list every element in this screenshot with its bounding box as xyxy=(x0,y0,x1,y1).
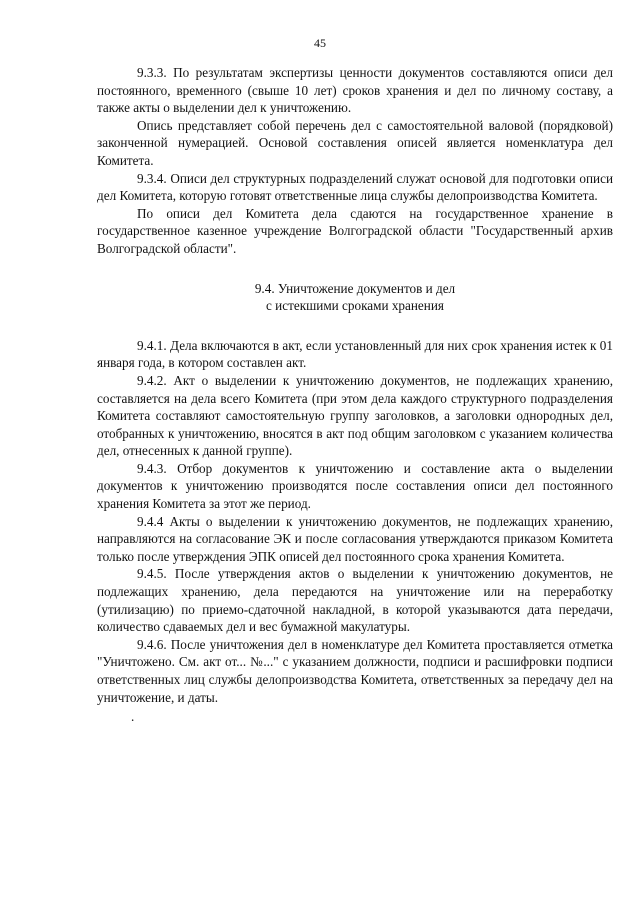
paragraph-9-4-4: 9.4.4 Акты о выделении к уничтожению документов, не подлежащих хранению, направляются на согласование ЭК и после согласования утверждаются приказом Комитета только после утверждения ЭПК описей дел постоянного срока хранения Комитета. xyxy=(97,513,613,564)
page-number: 45 xyxy=(314,36,326,50)
section-title-9-4 xyxy=(97,280,613,315)
section-title-line-1: 9.4. Уничтожение документов и дел xyxy=(254,280,456,296)
paragraph-9-4-3: 9.4.3. Отбор документов к уничтожению и составление акта о выделении документов к уничтожению производятся после составления описи дел постоянного хранения Комитета за этот же период. xyxy=(97,460,613,512)
paragraph-9-4-2: 9.4.2. Акт о выделении к уничтожению документов, не подлежащих хранению, составляется на дела всего Комитета (при этом дела каждого структурного подразделения Комитета составляют самостоятельную группу заголовков, а заголовки однородных дел, отобранных к уничтожению, вносятся в акт под общим заголовком с указанием количества дел, отнесенных к данной группе). xyxy=(97,372,613,459)
section-title-line-2: с истекшими сроками хранения xyxy=(266,298,444,314)
paragraph-9-4-6: 9.4.6. После уничтожения дел в номенклатуре дел Комитета проставляется отметка "Уничтожено. См. акт от... №..." с указанием должности, подписи и расшифровки подписи ответственных лиц службы делопроизводства Комитета, ответственных за передачу дел на уничтожение, и даты. xyxy=(97,636,613,705)
paragraph-9-3-3: 9.3.3. По результатам экспертизы ценности документов составляются описи дел постоянного, временного (свыше 10 лет) сроков хранения и дел по личному составу, а также акты о выделении дел к уничтожению. xyxy=(97,65,613,116)
paragraph-9-4-5: 9.4.5. После утверждения актов о выделении к уничтожению документов, не подлежащих хранению, дела передаются на уничтожение или на переработку (утилизацию) по приемо-сдаточной накладной, в которой указываются дата передачи, количество сдаваемых дел и вес бумажной макулатуры. xyxy=(97,566,613,635)
trailing-mark: . xyxy=(131,709,135,725)
paragraph-inventory-definition: Опись представляет собой перечень дел с самостоятельной валовой (порядковой) законченной нумерацией. Основой составления описей является номенклатура дел Комитета. xyxy=(97,117,613,168)
paragraph-9-3-4: 9.3.4. Описи дел структурных подразделений служат основой для подготовки описи дел Комитета, которую готовят ответственные лица службы делопроизводства Комитета. xyxy=(97,170,613,204)
paragraph-9-4-1: 9.4.1. Дела включаются в акт, если установленный для них срок хранения истек к 01 января года, в котором составлен акт. xyxy=(97,337,613,371)
document-body xyxy=(97,64,613,724)
paragraph-state-archive: По описи дел Комитета дела сдаются на государственное хранение в государственное казенное учреждение Волгоградской области "Государственный архив Волгоградской области". xyxy=(97,205,613,256)
